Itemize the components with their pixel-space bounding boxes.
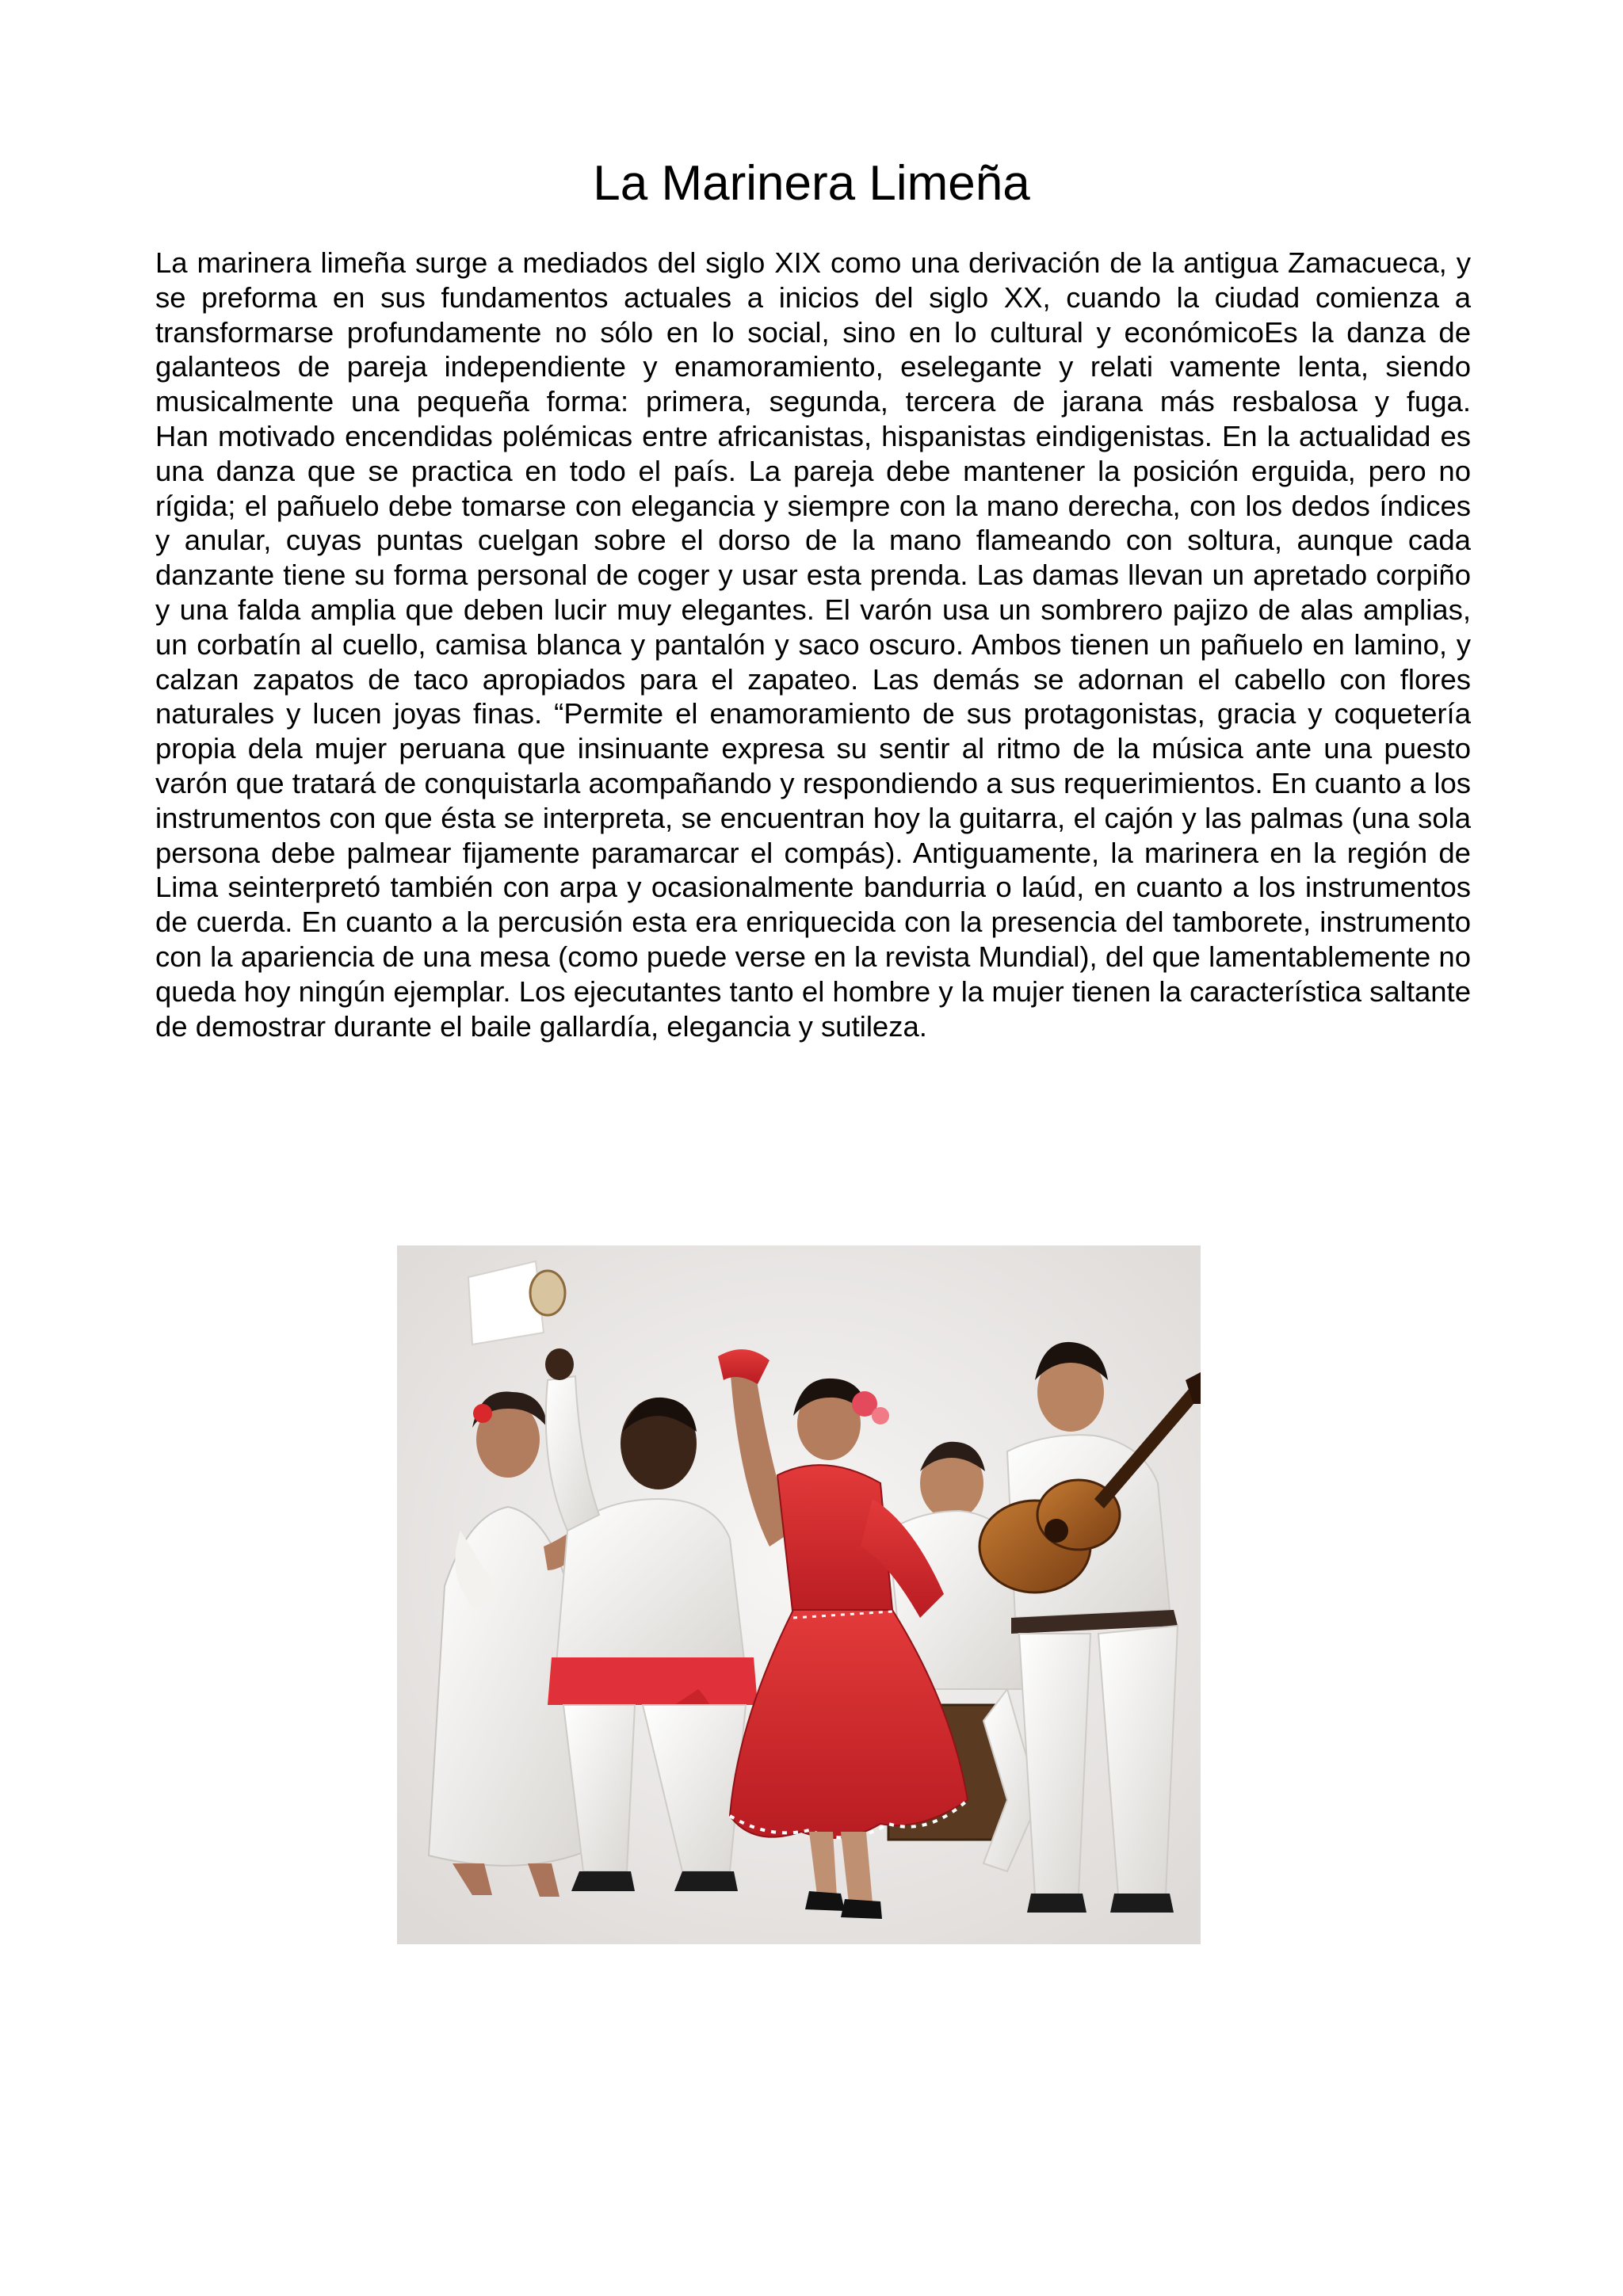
marinera-dancers-illustration xyxy=(397,1245,1201,1944)
paragraph-1: La marinera limeña surge a mediados del siglo XIX como una derivación de la antigua Zamacueca, y se preforma en sus fundamentos actuales a inicios del siglo XX, cuando la ciudad comienza a transformarse profundamente no sólo en lo social, sino en lo cultural y económicoEs la danza de galanteos de pareja independiente y enamoramiento, eselegante y relati vamente lenta, siendo musicalmente una pequeña forma: primera, segunda, tercera de jarana más resbalosa y fuga. xyxy=(155,246,1471,418)
page-title: La Marinera Limeña xyxy=(593,156,1030,211)
body-text xyxy=(155,246,1471,1043)
marinera-dancers-photo xyxy=(397,1245,1201,1944)
paragraph-2: Han motivado encendidas polémicas entre africanistas, hispanistas eindigenistas. En la actualidad es una danza que se practica en todo el país. La pareja debe mantener la posición erguida, pero no rígida; el pañuelo debe tomarse con elegancia y siempre con la mano derecha, con los dedos índices y anular, cuyas puntas cuelgan sobre el dorso de la mano flameando con soltura, aunque cada danzante tiene su forma personal de coger y usar esta prenda. Las damas llevan un apretado corpiño y una falda amplia que deben lucir muy elegantes. El varón usa un sombrero pajizo de alas amplias, un corbatín al cuello, camisa blanca y pantalón y saco oscuro. Ambos tienen un pañuelo en lamino, y calzan zapatos de taco apropiados para el zapateo. Las demás se adornan el cabello con flores naturales y lucen joyas finas. “Permite el enamoramiento de sus protagonistas, gracia y coquetería propia dela mujer peruana que insinuante expresa su sentir al ritmo de la música ante una puesto varón que tratará de conquistarla acompañando y respondiendo a sus requerimientos. En cuanto a los instrumentos con que ésta se interpreta, se encuentran hoy la guitarra, el cajón y las palmas (una sola persona debe palmear fijamente paramarcar el compás). Antiguamente, la marinera en la región de Lima seinterpretó también con arpa y ocasionalmente bandurria o laúd, en cuanto a los instrumentos de cuerda. En cuanto a la percusión esta era enriquecida con la presencia del tamborete, instrumento con la apariencia de una mesa (como puede verse en la revista Mundial), del que lamentablemente no queda hoy ningún ejemplar. Los ejecutantes tanto el hombre y la mujer tienen la característica saltante de demostrar durante el baile gallardía, elegancia y sutileza. xyxy=(155,419,1471,1043)
